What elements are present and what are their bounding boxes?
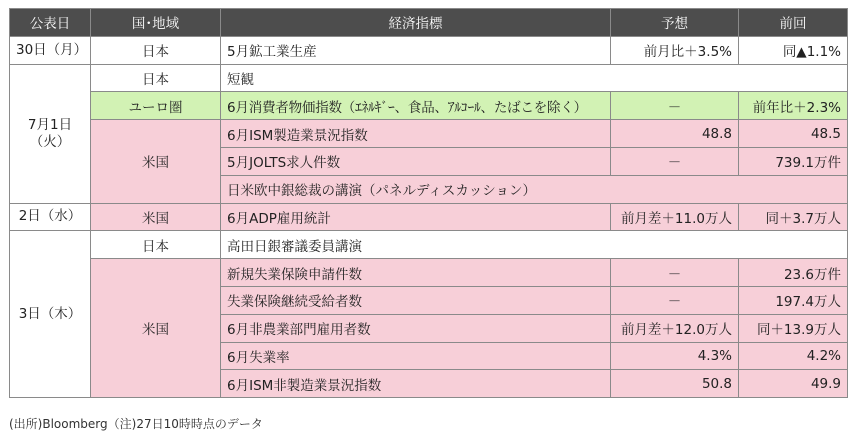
indicator-cell: 6月消費者物価指数（ｴﾈﾙｷﾞｰ、食品、ｱﾙｺｰﾙ、たばこを除く） [221,92,611,120]
indicator-cell: 失業保険継続受給者数 [221,286,611,314]
forecast-cell: 前月比＋3.5% [611,36,739,64]
date-cell: 3日（木） [10,231,91,398]
indicator-cell: 5月鉱工業生産 [221,36,611,64]
region-cell: 米国 [91,259,221,398]
previous-cell: 48.5 [739,120,848,148]
table-row [10,36,848,64]
previous-cell: 同＋3.7万人 [739,203,848,231]
indicator-cell: 6月ISM非製造業景況指数 [221,370,611,398]
region-cell: 日本 [91,64,221,92]
date-cell: 30日（月） [10,36,91,64]
economic-calendar-table [9,8,848,398]
indicator-cell: 6月非農業部門雇用者数 [221,314,611,342]
forecast-cell: 前月差＋12.0万人 [611,314,739,342]
previous-cell: 同▲1.1% [739,36,848,64]
region-cell: ユーロ圏 [91,92,221,120]
previous-cell: 197.4万人 [739,286,848,314]
region-cell: 日本 [91,231,221,259]
header-date: 公表日 [10,9,91,37]
indicator-cell: 高田日銀審議委員講演 [221,231,848,259]
forecast-cell: － [611,259,739,287]
forecast-cell: 前月差＋11.0万人 [611,203,739,231]
region-cell: 米国 [91,203,221,231]
previous-cell: 4.2% [739,342,848,370]
source-footnote: (出所)Bloomberg（注)27日10時時点のデータ [9,417,263,431]
table-row [10,64,848,92]
forecast-cell: － [611,147,739,175]
table-row [10,259,848,287]
forecast-cell: 50.8 [611,370,739,398]
table-row [10,203,848,231]
indicator-cell: 新規失業保険申請件数 [221,259,611,287]
header-region: 国･地域 [91,9,221,37]
indicator-cell: 6月失業率 [221,342,611,370]
previous-cell: 739.1万件 [739,147,848,175]
region-cell: 日本 [91,36,221,64]
indicator-cell: 日米欧中銀総裁の講演（パネルディスカッション） [221,175,848,203]
indicator-cell: 5月JOLTS求人件数 [221,147,611,175]
previous-cell: 49.9 [739,370,848,398]
table-row [10,120,848,148]
header-forecast: 予想 [611,9,739,37]
indicator-cell: 短観 [221,64,848,92]
indicator-cell: 6月ISM製造業景況指数 [221,120,611,148]
previous-cell: 同＋13.9万人 [739,314,848,342]
region-cell: 米国 [91,120,221,203]
table-row [10,92,848,120]
indicator-cell: 6月ADP雇用統計 [221,203,611,231]
header-previous: 前回 [739,9,848,37]
forecast-cell: － [611,286,739,314]
previous-cell: 23.6万件 [739,259,848,287]
date-cell: 7月1日（火） [10,64,91,203]
forecast-cell: 4.3% [611,342,739,370]
previous-cell: 前年比＋2.3% [739,92,848,120]
header-indicator: 経済指標 [221,9,611,37]
forecast-cell: － [611,92,739,120]
table-row [10,231,848,259]
date-cell: 2日（水） [10,203,91,231]
forecast-cell: 48.8 [611,120,739,148]
header-row [10,9,848,37]
